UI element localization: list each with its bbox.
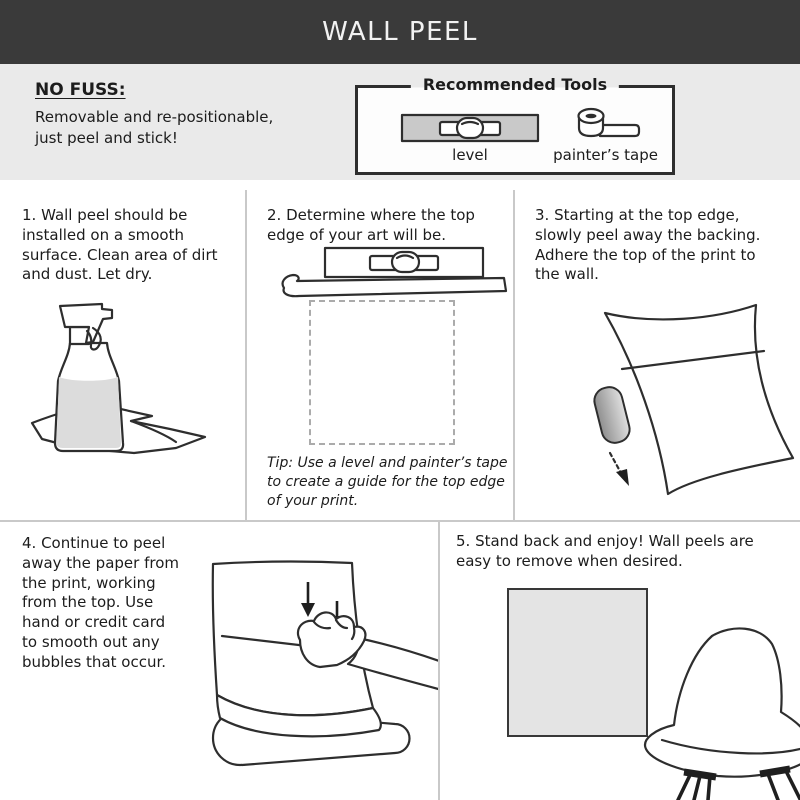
step-2-text: 2. Determine where the top edge of your art will be.	[267, 206, 475, 244]
step-4-text: 4. Continue to peel away the paper from the print, working from the top. Use hand or credit card to smooth out any bubbles that occur.	[22, 534, 179, 671]
tool-painters-tape	[553, 101, 658, 164]
intro-text-line1: Removable and re-positionable,	[35, 108, 274, 126]
painters-tape-icon	[570, 101, 642, 143]
step-1-text: 1. Wall peel should be installed on a smooth surface. Clean area of dirt and dust. Let dry.	[22, 206, 218, 284]
spray-bottle-illustration	[18, 296, 208, 461]
intro-text-line2: just peel and stick!	[35, 129, 178, 147]
recommended-tools-box	[355, 75, 675, 175]
level-on-tape-illustration	[273, 244, 508, 306]
no-fuss-heading: NO FUSS:	[35, 80, 126, 100]
step-2-tip-text: Tip: Use a level and painter’s tape to create a guide for the top edge of your print.	[267, 455, 508, 509]
page-title: WALL PEEL	[322, 17, 478, 47]
chair-illustration	[632, 622, 800, 800]
steps-row-2	[0, 520, 800, 800]
steps-row-1	[0, 190, 800, 520]
tool-level	[400, 113, 540, 164]
recommended-tools-title: Recommended Tools	[411, 75, 619, 95]
painters-tape-label: painter’s tape	[553, 146, 658, 164]
level-label: level	[452, 146, 488, 164]
header-bar	[0, 0, 800, 64]
section-gap	[0, 180, 800, 190]
intro-section	[0, 64, 800, 180]
wall-print-square	[507, 588, 648, 737]
level-icon	[400, 113, 540, 143]
step-4-panel	[0, 522, 438, 800]
smoothing-print-illustration	[200, 548, 438, 794]
step-3-panel	[513, 190, 800, 520]
step-5-panel	[438, 522, 800, 800]
step-5-text: 5. Stand back and enjoy! Wall peels are easy to remove when desired.	[456, 532, 754, 570]
step-2-panel	[245, 190, 513, 520]
guide-outline-dashed-rect	[309, 300, 455, 445]
step-3-text: 3. Starting at the top edge, slowly peel away the backing. Adhere the top of the print to the wall.	[535, 206, 761, 284]
peeling-backing-illustration	[560, 293, 800, 515]
step-1-panel	[0, 190, 245, 520]
